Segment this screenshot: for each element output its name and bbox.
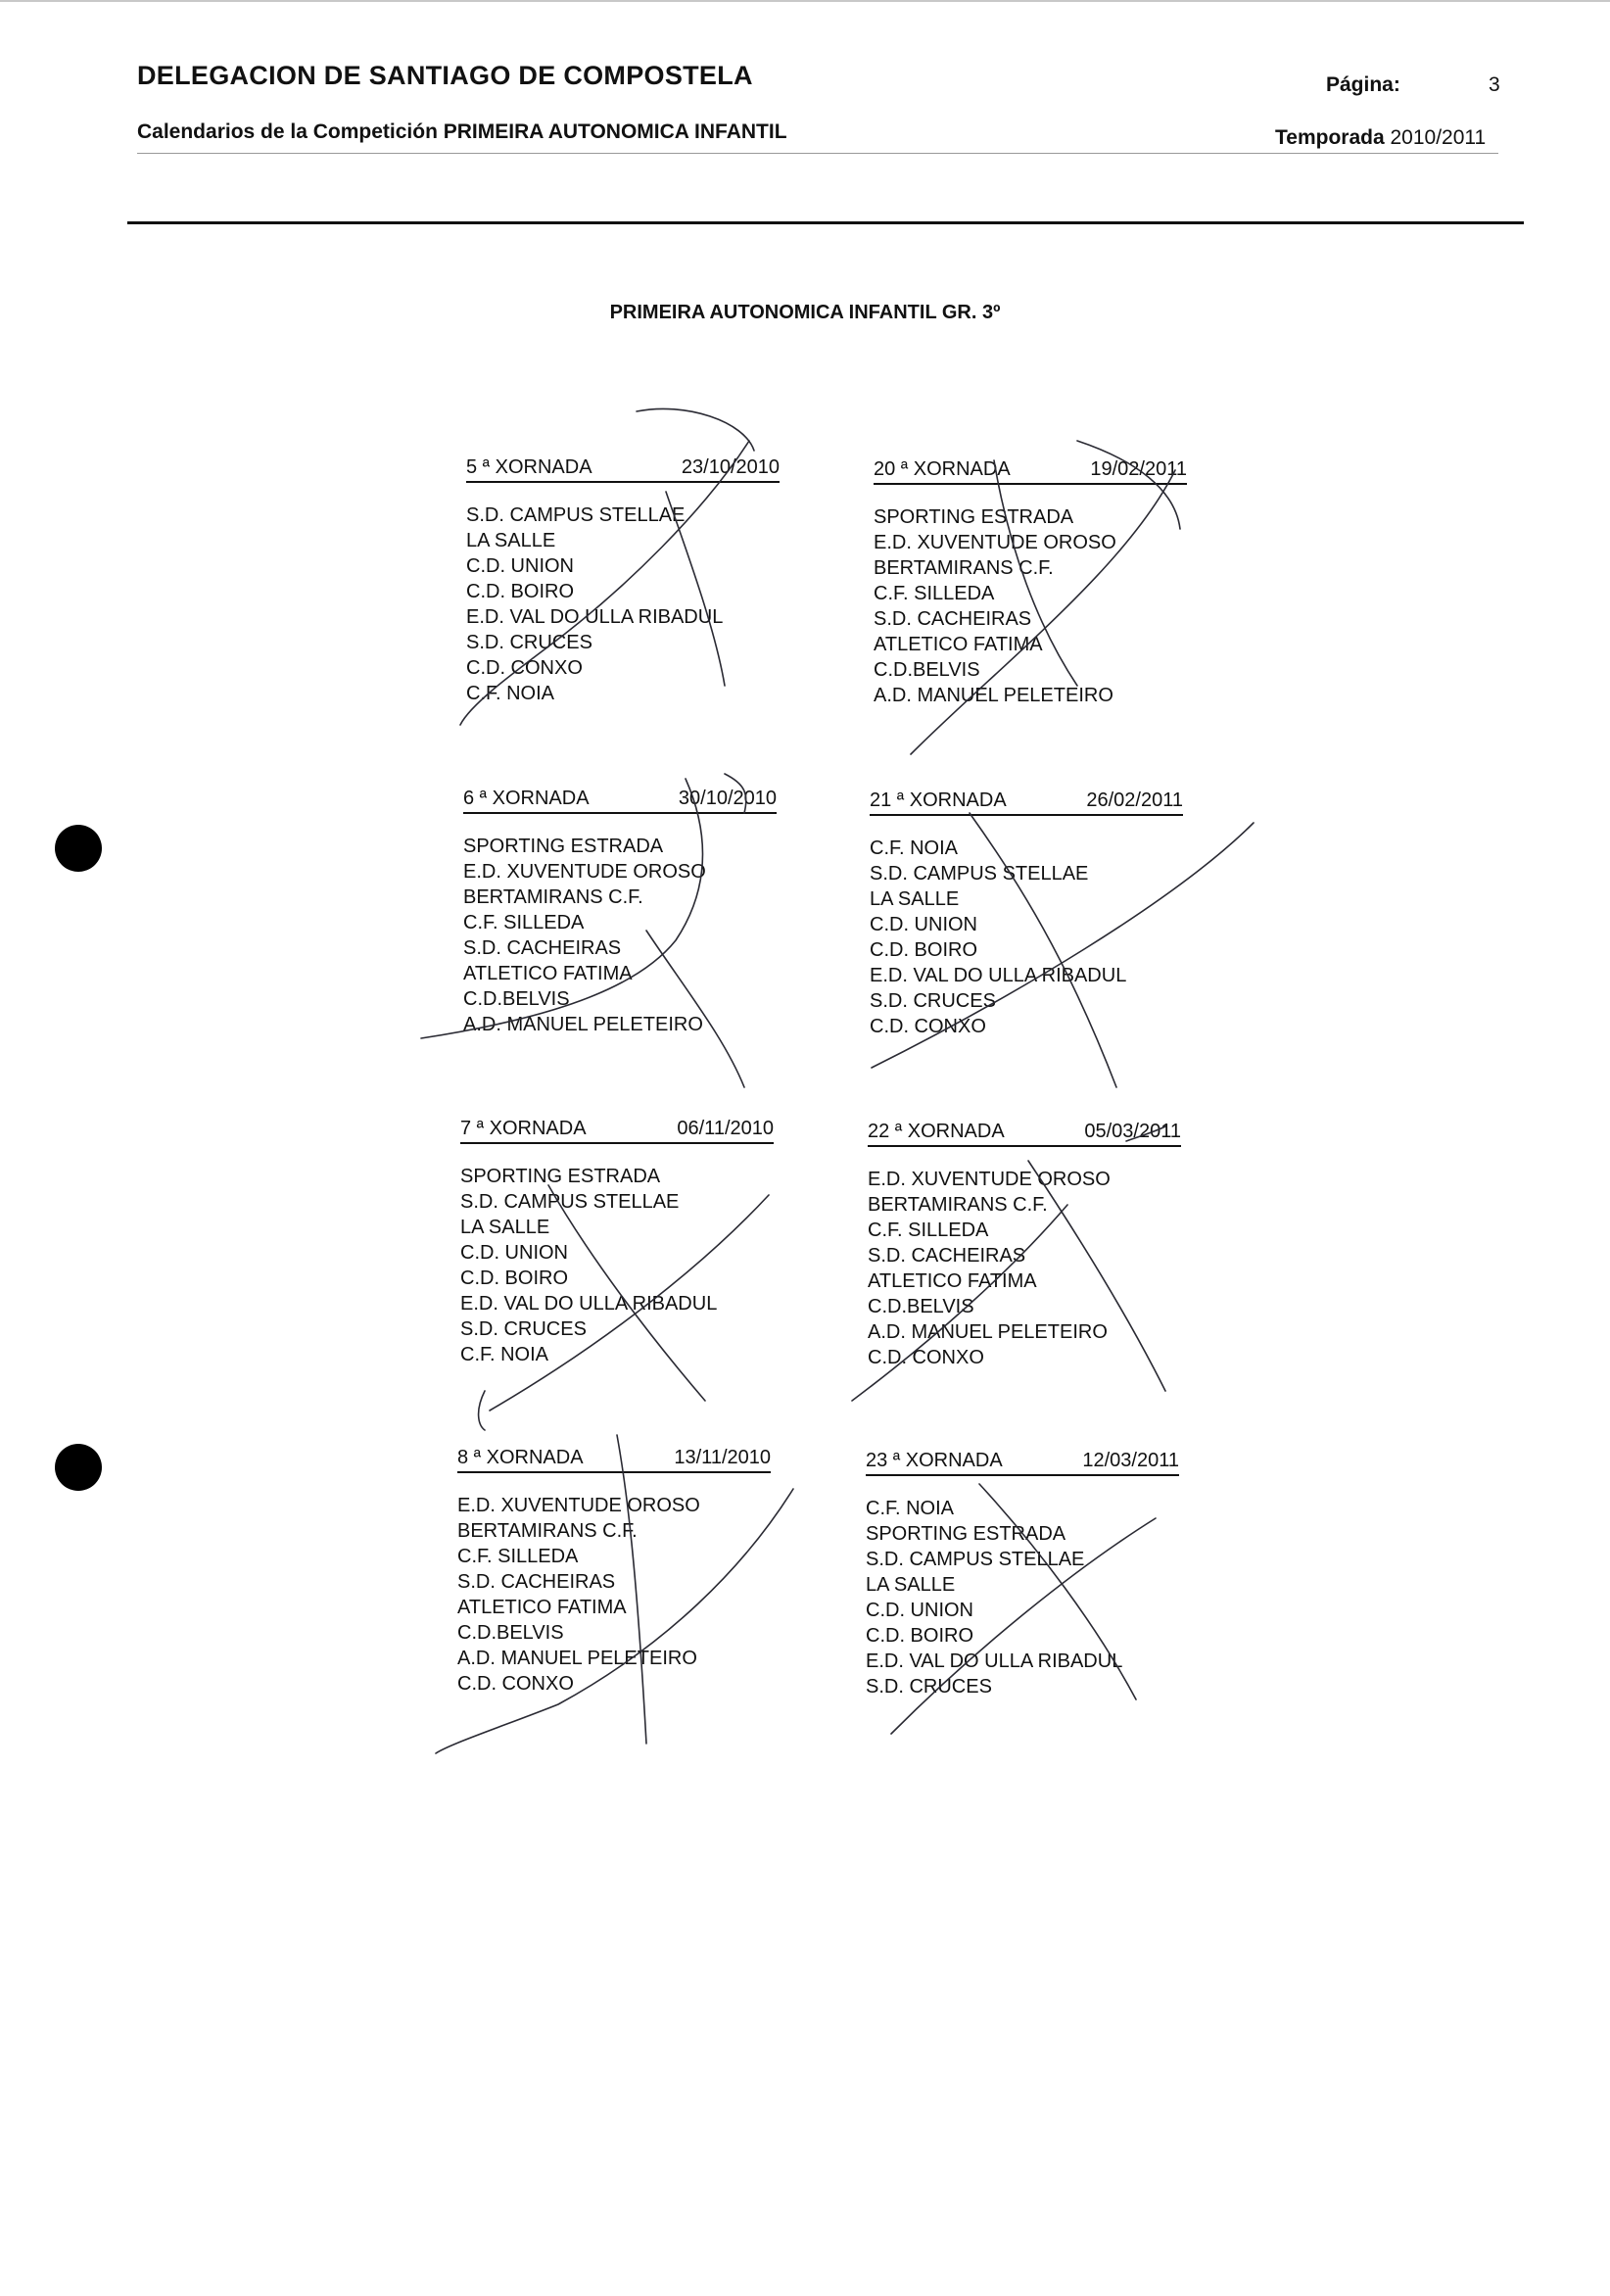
team-name: C.F. SILLEDA bbox=[868, 1220, 989, 1241]
round-name: 7 ª XORNADA bbox=[460, 1118, 587, 1139]
delegation-title: DELEGACION DE SANTIAGO DE COMPOSTELA bbox=[137, 61, 753, 90]
page-label: Página: bbox=[1326, 73, 1400, 96]
team-name: C.F. SILLEDA bbox=[457, 1546, 579, 1567]
round-block bbox=[463, 786, 777, 1037]
team-name: LA SALLE bbox=[870, 888, 960, 910]
team-name: C.D. BOIRO bbox=[466, 581, 575, 602]
team-name: C.F. NOIA bbox=[866, 1498, 955, 1519]
team-name: C.F. NOIA bbox=[460, 1344, 549, 1365]
team-name: S.D. CAMPUS STELLAE bbox=[866, 1549, 1085, 1570]
round-date: 26/02/2011 bbox=[1086, 789, 1183, 811]
round-date: 30/10/2010 bbox=[678, 788, 777, 809]
team-name: C.F. SILLEDA bbox=[874, 583, 995, 604]
team-name: S.D. CACHEIRAS bbox=[463, 937, 622, 959]
team-name: A.D. MANUEL PELETEIRO bbox=[874, 685, 1113, 706]
season bbox=[1275, 126, 1486, 150]
header-divider bbox=[137, 153, 1498, 154]
team-name: ATLETICO FATIMA bbox=[463, 963, 633, 984]
team-name: LA SALLE bbox=[460, 1217, 550, 1238]
round-date: 19/02/2011 bbox=[1090, 458, 1187, 480]
team-name: C.D. BOIRO bbox=[866, 1625, 974, 1647]
team-name: S.D. CAMPUS STELLAE bbox=[460, 1191, 680, 1213]
team-name: C.D. UNION bbox=[460, 1242, 568, 1264]
team-name: C.F. NOIA bbox=[466, 683, 555, 704]
scan-top-edge bbox=[0, 0, 1610, 2]
team-name: C.D. BOIRO bbox=[870, 939, 978, 961]
round-name: 5 ª XORNADA bbox=[466, 456, 592, 478]
group-title: PRIMEIRA AUTONOMICA INFANTIL GR. 3º bbox=[609, 302, 1001, 323]
team-name: S.D. CACHEIRAS bbox=[457, 1571, 616, 1593]
team-name: C.D.BELVIS bbox=[868, 1296, 974, 1317]
subtitle-label: Calendarios de la Competición bbox=[137, 120, 438, 143]
team-name: BERTAMIRANS C.F. bbox=[868, 1194, 1048, 1216]
team-name: BERTAMIRANS C.F. bbox=[874, 557, 1054, 579]
round-block bbox=[874, 456, 1187, 708]
team-name: E.D. VAL DO ULLA RIBADUL bbox=[460, 1293, 718, 1315]
team-name: S.D. CRUCES bbox=[866, 1676, 992, 1698]
round-block bbox=[457, 1445, 771, 1697]
round-block bbox=[466, 454, 780, 706]
round-date: 13/11/2010 bbox=[674, 1447, 771, 1468]
team-name: S.D. CACHEIRAS bbox=[874, 608, 1032, 630]
team-name: E.D. XUVENTUDE OROSO bbox=[874, 532, 1116, 553]
round-block bbox=[868, 1119, 1181, 1370]
team-name: E.D. VAL DO ULLA RIBADUL bbox=[466, 606, 724, 628]
round-date: 05/03/2011 bbox=[1084, 1121, 1181, 1142]
round-block bbox=[870, 788, 1183, 1039]
competition-name: PRIMEIRA AUTONOMICA INFANTIL bbox=[443, 120, 787, 143]
round-name: 21 ª XORNADA bbox=[870, 789, 1007, 811]
team-name: S.D. CAMPUS STELLAE bbox=[870, 863, 1089, 885]
season-value: 2010/2011 bbox=[1390, 126, 1487, 149]
team-name: ATLETICO FATIMA bbox=[874, 634, 1043, 655]
team-name: BERTAMIRANS C.F. bbox=[457, 1520, 638, 1542]
team-name: C.F. NOIA bbox=[870, 837, 959, 859]
team-name: S.D. CACHEIRAS bbox=[868, 1245, 1026, 1267]
team-name: C.D. CONXO bbox=[868, 1347, 984, 1368]
team-name: SPORTING ESTRADA bbox=[460, 1166, 661, 1187]
subtitle bbox=[137, 120, 787, 144]
team-name: E.D. VAL DO ULLA RIBADUL bbox=[866, 1650, 1123, 1672]
season-label: Temporada bbox=[1275, 126, 1385, 149]
team-name: A.D. MANUEL PELETEIRO bbox=[463, 1014, 703, 1035]
team-name: C.F. SILLEDA bbox=[463, 912, 585, 933]
team-name: SPORTING ESTRADA bbox=[463, 836, 664, 857]
section-divider bbox=[127, 221, 1524, 224]
round-block bbox=[866, 1448, 1179, 1699]
round-name: 6 ª XORNADA bbox=[463, 788, 590, 809]
team-name: ATLETICO FATIMA bbox=[457, 1597, 627, 1618]
round-block bbox=[460, 1116, 774, 1367]
team-name: C.D. UNION bbox=[870, 914, 977, 935]
team-name: A.D. MANUEL PELETEIRO bbox=[868, 1321, 1108, 1343]
team-name: C.D. CONXO bbox=[457, 1673, 574, 1695]
punch-hole bbox=[55, 825, 102, 872]
team-name: LA SALLE bbox=[466, 530, 556, 551]
page-number: 3 bbox=[1489, 73, 1500, 96]
round-date: 06/11/2010 bbox=[677, 1118, 774, 1139]
team-name: S.D. CRUCES bbox=[870, 990, 996, 1012]
round-date: 12/03/2011 bbox=[1082, 1450, 1179, 1471]
punch-hole bbox=[55, 1444, 102, 1491]
team-name: C.D.BELVIS bbox=[463, 988, 570, 1010]
team-name: C.D.BELVIS bbox=[874, 659, 980, 681]
team-name: S.D. CRUCES bbox=[466, 632, 592, 653]
team-name: C.D. CONXO bbox=[870, 1016, 986, 1037]
team-name: E.D. VAL DO ULLA RIBADUL bbox=[870, 965, 1127, 986]
team-name: E.D. XUVENTUDE OROSO bbox=[868, 1169, 1111, 1190]
round-name: 22 ª XORNADA bbox=[868, 1121, 1005, 1142]
team-name: C.D. UNION bbox=[466, 555, 574, 577]
round-name: 8 ª XORNADA bbox=[457, 1447, 584, 1468]
team-name: A.D. MANUEL PELETEIRO bbox=[457, 1648, 697, 1669]
team-name: BERTAMIRANS C.F. bbox=[463, 886, 643, 908]
team-name: C.D. BOIRO bbox=[460, 1268, 569, 1289]
team-name: C.D. CONXO bbox=[466, 657, 583, 679]
round-date: 23/10/2010 bbox=[681, 456, 780, 478]
team-name: C.D.BELVIS bbox=[457, 1622, 564, 1644]
team-name: ATLETICO FATIMA bbox=[868, 1270, 1037, 1292]
team-name: LA SALLE bbox=[866, 1574, 956, 1596]
team-name: E.D. XUVENTUDE OROSO bbox=[457, 1495, 700, 1516]
team-name: SPORTING ESTRADA bbox=[866, 1523, 1066, 1545]
team-name: SPORTING ESTRADA bbox=[874, 506, 1074, 528]
team-name: E.D. XUVENTUDE OROSO bbox=[463, 861, 706, 883]
round-name: 20 ª XORNADA bbox=[874, 458, 1011, 480]
team-name: C.D. UNION bbox=[866, 1600, 973, 1621]
team-name: S.D. CRUCES bbox=[460, 1318, 587, 1340]
round-name: 23 ª XORNADA bbox=[866, 1450, 1003, 1471]
team-name: S.D. CAMPUS STELLAE bbox=[466, 504, 686, 526]
